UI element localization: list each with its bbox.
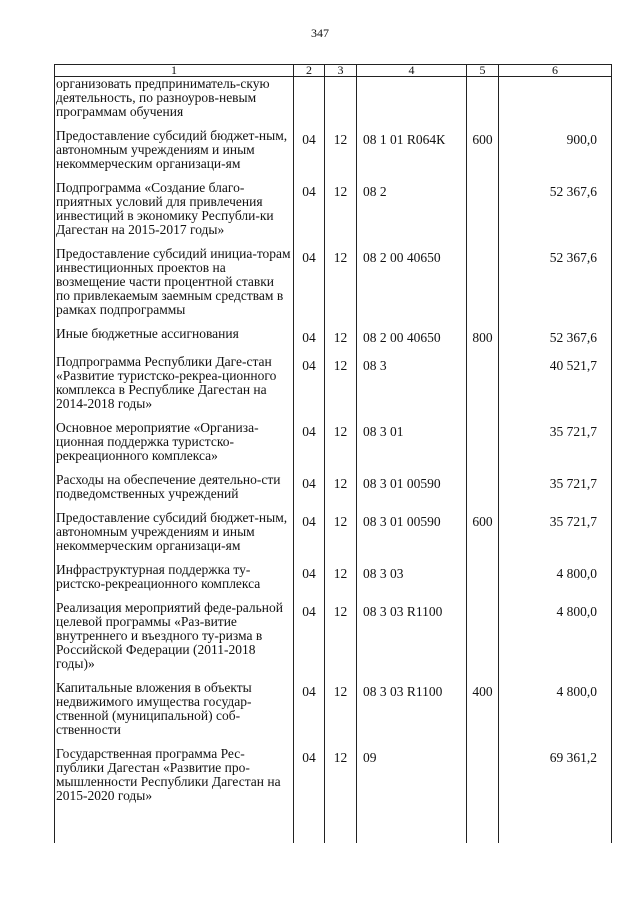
row-amount-cell: 900,0 [499,129,612,171]
spacer-cell [357,171,467,181]
row-amount-cell [499,77,612,120]
spacer-cell [357,237,467,247]
row-name-cell: Подпрограмма «Создание благо-приятных условий для привлечения инвестиций в экономику Республи-ки Дагестан на 2015-2017 годы» [55,181,294,237]
spacer-cell [294,345,325,355]
row-name-cell: Реализация мероприятий феде-ральной целевой программы «Раз-витие внутреннего и въездного ту-ризма в Российской Федерации (2011-2018 годы)» [55,601,294,671]
spacer-cell [499,553,612,563]
column-header: 1 [55,65,294,77]
table-row [55,563,612,591]
spacer-cell [294,463,325,473]
tail-cell [467,803,499,843]
table-row [55,421,612,463]
spacer-cell [325,671,357,681]
row-subsection-cell: 12 [325,327,357,345]
row-subsection-cell: 12 [325,473,357,501]
spacer-cell [325,553,357,563]
table-row [55,355,612,411]
spacer-cell [467,317,499,327]
row-name-cell: Предоставление субсидий инициа-торам инвестиционных проектов на возмещение части процентной ставки по привлекаемым заемным средствам в рамках подпрограммы [55,247,294,317]
spacer-cell [357,501,467,511]
row-amount-cell: 35 721,7 [499,473,612,501]
row-target-code-cell: 08 2 [357,181,467,237]
spacer-cell [357,591,467,601]
spacer-cell [325,345,357,355]
row-amount-cell: 52 367,6 [499,247,612,317]
spacer-cell [294,501,325,511]
row-section-cell: 04 [294,129,325,171]
spacer-cell [294,237,325,247]
table-row [55,129,612,171]
row-target-code-cell: 08 3 01 [357,421,467,463]
row-expense-type-cell [467,77,499,120]
row-expense-type-cell: 600 [467,129,499,171]
row-name-cell: Подпрограмма Республики Даге-стан «Развитие туристско-рекреа-ционного комплекса в Республике Дагестан на 2014-2018 годы» [55,355,294,411]
spacer-cell [499,463,612,473]
row-section-cell: 04 [294,747,325,803]
spacer-cell [294,171,325,181]
column-header: 4 [357,65,467,77]
spacer-cell [467,345,499,355]
row-expense-type-cell [467,473,499,501]
spacer-cell [294,119,325,129]
spacer-cell [499,671,612,681]
spacer-cell [325,591,357,601]
spacer-cell [325,119,357,129]
row-section-cell: 04 [294,421,325,463]
row-name-cell: Государственная программа Рес-публики Дагестан «Развитие про-мышленности Республики Дагестан на 2015-2020 годы» [55,747,294,803]
row-subsection-cell: 12 [325,563,357,591]
row-name-cell: Инфраструктурная поддержка ту-ристско-рекреационного комплекса [55,563,294,591]
tail-cell [357,803,467,843]
table-row [55,247,612,317]
row-expense-type-cell [467,247,499,317]
table-row [55,681,612,737]
row-name-cell: Предоставление субсидий бюджет-ным, автономным учреждениям и иным некоммерческим организаци-ям [55,129,294,171]
table-row [55,473,612,501]
row-name-cell: Иные бюджетные ассигнования [55,327,294,345]
spacer-cell [499,119,612,129]
spacer-cell [467,737,499,747]
spacer-cell [499,591,612,601]
row-expense-type-cell [467,747,499,803]
row-subsection-cell: 12 [325,355,357,411]
spacer-cell [325,411,357,421]
row-section-cell: 04 [294,511,325,553]
spacer-cell [499,345,612,355]
row-amount-cell: 52 367,6 [499,181,612,237]
row-amount-cell: 35 721,7 [499,421,612,463]
row-name-cell: Основное мероприятие «Организа-ционная поддержка туристско-рекреационного комплекса» [55,421,294,463]
row-name-cell: Капитальные вложения в объекты недвижимого имущества государ-ственной (муниципальной) соб-ственности [55,681,294,737]
spacer-cell [325,317,357,327]
row-section-cell: 04 [294,355,325,411]
spacer-cell [294,553,325,563]
spacer-cell [325,501,357,511]
row-expense-type-cell [467,563,499,591]
row-expense-type-cell: 400 [467,681,499,737]
row-section-cell: 04 [294,327,325,345]
spacer-cell [467,411,499,421]
tail-cell [499,803,612,843]
spacer-cell [325,463,357,473]
row-target-code-cell: 08 1 01 R064К [357,129,467,171]
page-number: 347 [311,26,329,40]
row-subsection-cell: 12 [325,511,357,553]
tail-cell [294,803,325,843]
budget-table [54,64,612,843]
row-section-cell: 04 [294,681,325,737]
column-header: 6 [499,65,612,77]
row-section-cell: 04 [294,601,325,671]
column-header: 5 [467,65,499,77]
row-subsection-cell: 12 [325,129,357,171]
row-section-cell: 04 [294,473,325,501]
table-row [55,601,612,671]
row-amount-cell: 52 367,6 [499,327,612,345]
row-target-code-cell: 08 3 03 [357,563,467,591]
row-name-cell: Расходы на обеспечение деятельно-сти подведомственных учреждений [55,473,294,501]
spacer-cell [467,463,499,473]
column-header: 2 [294,65,325,77]
row-name-cell: Предоставление субсидий бюджет-ным, автономным учреждениям и иным некоммерческим организаци-ям [55,511,294,553]
spacer-cell [325,171,357,181]
row-subsection-cell: 12 [325,747,357,803]
row-name-cell: организовать предприниматель-скую деятельность, по разноуров-невым программам обучения [55,77,294,120]
table-row [55,181,612,237]
table-row [55,77,612,120]
row-target-code-cell: 08 3 03 R1100 [357,681,467,737]
tail-cell [325,803,357,843]
spacer-cell [499,737,612,747]
spacer-cell [499,501,612,511]
row-subsection-cell: 12 [325,681,357,737]
row-expense-type-cell [467,181,499,237]
spacer-cell [357,671,467,681]
row-section-cell: 04 [294,563,325,591]
row-target-code-cell: 08 2 00 40650 [357,247,467,317]
spacer-cell [357,737,467,747]
column-header: 3 [325,65,357,77]
table-row [55,747,612,803]
row-expense-type-cell: 600 [467,511,499,553]
spacer-cell [357,119,467,129]
row-expense-type-cell [467,421,499,463]
spacer-cell [499,237,612,247]
spacer-cell [294,671,325,681]
row-amount-cell: 4 800,0 [499,681,612,737]
tail-cell [55,803,294,843]
spacer-cell [467,171,499,181]
spacer-cell [357,411,467,421]
row-amount-cell: 4 800,0 [499,563,612,591]
spacer-cell [467,671,499,681]
spacer-cell [499,317,612,327]
row-section-cell: 04 [294,247,325,317]
spacer-cell [294,317,325,327]
row-target-code-cell: 08 3 [357,355,467,411]
row-target-code-cell: 08 3 01 00590 [357,473,467,501]
row-subsection-cell: 12 [325,421,357,463]
row-section-cell [294,77,325,120]
row-section-cell: 04 [294,181,325,237]
spacer-cell [357,463,467,473]
row-target-code-cell: 08 3 01 00590 [357,511,467,553]
table-row [55,327,612,345]
row-subsection-cell: 12 [325,181,357,237]
row-amount-cell: 40 521,7 [499,355,612,411]
spacer-cell [294,737,325,747]
row-amount-cell: 69 361,2 [499,747,612,803]
row-target-code-cell [357,77,467,120]
spacer-cell [325,237,357,247]
row-subsection-cell [325,77,357,120]
table-body [55,77,612,844]
row-target-code-cell: 08 3 03 R1100 [357,601,467,671]
spacer-cell [294,411,325,421]
row-target-code-cell: 08 2 00 40650 [357,327,467,345]
spacer-cell [357,317,467,327]
spacer-cell [467,591,499,601]
row-expense-type-cell: 800 [467,327,499,345]
spacer-cell [325,737,357,747]
row-expense-type-cell [467,601,499,671]
spacer-cell [467,553,499,563]
row-amount-cell: 35 721,7 [499,511,612,553]
table-row [55,511,612,553]
spacer-cell [294,591,325,601]
row-target-code-cell: 09 [357,747,467,803]
table-header-row [55,65,612,77]
spacer-cell [467,237,499,247]
row-subsection-cell: 12 [325,601,357,671]
spacer-cell [357,553,467,563]
row-amount-cell: 4 800,0 [499,601,612,671]
table-tail [55,803,612,843]
spacer-cell [467,119,499,129]
spacer-cell [467,501,499,511]
row-subsection-cell: 12 [325,247,357,317]
spacer-cell [499,411,612,421]
row-expense-type-cell [467,355,499,411]
spacer-cell [357,345,467,355]
spacer-cell [499,171,612,181]
